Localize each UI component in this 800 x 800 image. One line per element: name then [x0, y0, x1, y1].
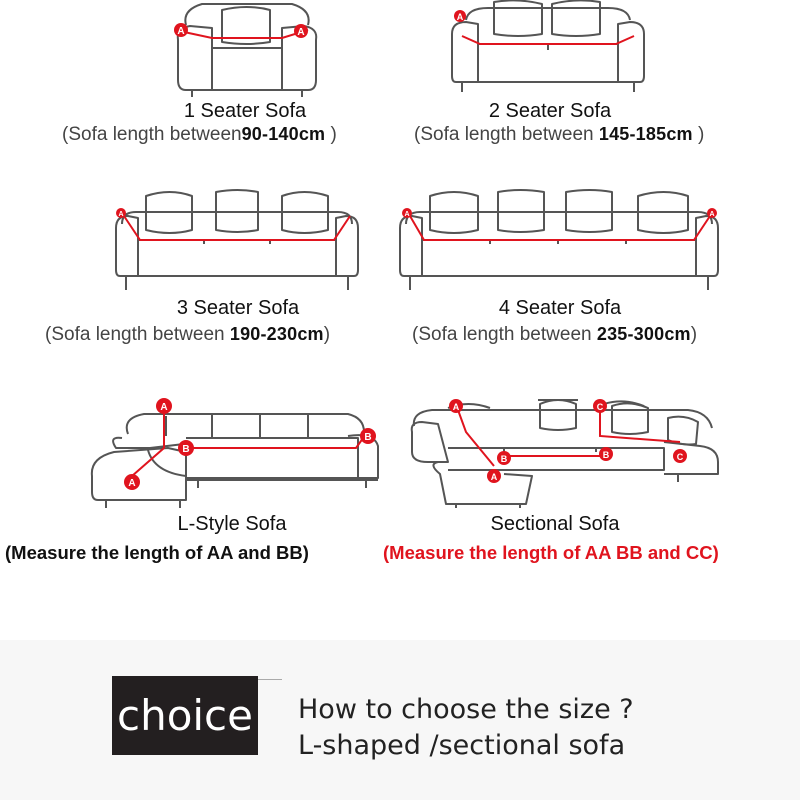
two-seater-sofa-drawing: [448, 0, 648, 98]
svg-text:B: B: [182, 444, 190, 455]
sofa-type-text: L-shaped /sectional sofa: [298, 730, 626, 761]
sofa-2-title: 2 Seater Sofa: [488, 100, 612, 122]
svg-text:A: A: [490, 472, 498, 482]
svg-text:A: A: [709, 211, 715, 218]
svg-text:A: A: [456, 12, 464, 22]
marker-c-icon: [593, 399, 607, 413]
sofa-3-length: [45, 324, 330, 346]
sofa-3-length-prefix: (Sofa length between: [45, 324, 225, 345]
marker-a-icon: [402, 208, 412, 218]
sofa-1-length-prefix: (Sofa length between: [62, 124, 242, 145]
marker-b-icon: [497, 451, 511, 465]
sofa-2-length-prefix: (Sofa length between: [414, 124, 594, 145]
sofa-3-title: 3 Seater Sofa: [176, 297, 300, 319]
three-seater-sofa-drawing: [112, 186, 362, 296]
svg-text:C: C: [676, 452, 684, 462]
banner-divider: [258, 679, 282, 755]
svg-text:A: A: [128, 478, 136, 489]
sofa-4-title: 4 Seater Sofa: [498, 297, 622, 319]
svg-text:A: A: [160, 402, 168, 413]
l-style-sofa-drawing: [88, 392, 388, 510]
four-seater-sofa-drawing: [394, 186, 724, 296]
svg-text:B: B: [364, 432, 372, 443]
sectional-title: Sectional Sofa: [490, 513, 620, 535]
svg-text:A: A: [118, 211, 124, 218]
marker-a-icon: [174, 23, 188, 37]
marker-a-icon: [156, 398, 172, 414]
marker-a-icon: [449, 399, 463, 413]
svg-text:A: A: [297, 27, 305, 38]
svg-text:A: A: [177, 26, 185, 37]
svg-text:A: A: [404, 211, 410, 218]
sofa-4-length-suffix: ): [690, 324, 698, 345]
marker-a-icon: [116, 208, 126, 218]
marker-b-icon: [178, 440, 194, 456]
svg-text:B: B: [602, 450, 610, 460]
sofa-1-length-suffix: ): [330, 124, 337, 145]
marker-a-icon: [707, 208, 717, 218]
choice-label: choice: [112, 676, 258, 755]
svg-text:C: C: [596, 402, 604, 412]
one-seater-sofa-drawing: [172, 0, 322, 98]
l-style-title: L-Style Sofa: [177, 513, 287, 535]
marker-a-icon: [487, 469, 501, 483]
sofa-1-title: 1 Seater Sofa: [183, 100, 307, 122]
marker-b-icon: [360, 428, 376, 444]
svg-text:A: A: [452, 402, 460, 412]
sofa-2-length-suffix: ): [698, 124, 705, 145]
marker-a-icon: [124, 474, 140, 490]
marker-b-icon: [599, 447, 613, 461]
sectional-measure: (Measure the length of AA BB and CC): [383, 542, 719, 563]
sofa-2-length: [414, 124, 704, 146]
l-style-measure: (Measure the length of AA and BB): [5, 542, 309, 563]
marker-a-icon: [454, 10, 466, 22]
sofa-4-length: [412, 324, 697, 346]
sofa-3-length-range: 190-230cm: [229, 324, 324, 344]
sofa-1-length: [62, 124, 337, 146]
sofa-1-length-range: 90-140cm: [241, 124, 326, 144]
marker-c-icon: [673, 449, 687, 463]
marker-a-icon: [294, 24, 308, 38]
sofa-3-length-suffix: ): [323, 324, 331, 345]
sofa-2-length-range: 145-185cm: [598, 124, 693, 144]
sofa-4-length-range: 235-300cm: [596, 324, 691, 344]
svg-text:B: B: [500, 454, 508, 464]
sectional-sofa-drawing: [408, 392, 724, 510]
sofa-4-length-prefix: (Sofa length between: [412, 324, 592, 345]
how-to-choose-text: How to choose the size ?: [298, 694, 634, 725]
